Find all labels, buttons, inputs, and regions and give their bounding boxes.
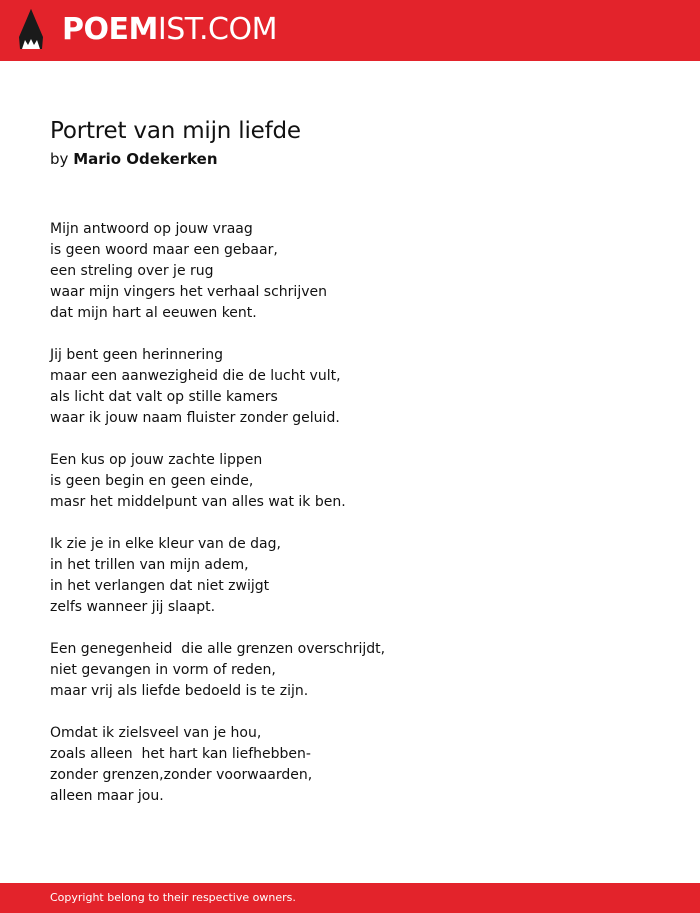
poem-line: in het trillen van mijn adem,: [50, 557, 249, 573]
poem-line: dat mijn hart al eeuwen kent.: [50, 305, 257, 321]
poem-line: Mijn antwoord op jouw vraag: [50, 221, 253, 237]
poem-line: zonder grenzen,zonder voorwaarden,: [50, 767, 313, 783]
poem-line: maar een aanwezigheid die de lucht vult,: [50, 368, 341, 384]
poem-body: [50, 219, 650, 828]
poem-line: masr het middelpunt van alles wat ik ben.: [50, 494, 346, 510]
poem-line: maar vrij als liefde bedoeld is te zijn.: [50, 683, 309, 699]
poem-line: Ik zie je in elke kleur van de dag,: [50, 536, 281, 552]
by-label: by: [50, 150, 69, 168]
logo-light-text: IST.COM: [157, 12, 277, 47]
poem-line: waar ik jouw naam fluister zonder geluid.: [50, 410, 340, 426]
poem-title: Portret van mijn liefde: [50, 118, 301, 144]
site-footer: [0, 883, 700, 913]
poem-stanza: [50, 219, 650, 324]
poem-line: niet gevangen in vorm of reden,: [50, 662, 276, 678]
poem-stanza: [50, 639, 650, 702]
copyright-text: Copyright belong to their respective owners.: [50, 891, 296, 904]
poem-line: is geen begin en geen einde,: [50, 473, 254, 489]
poem-line: waar mijn vingers het verhaal schrijven: [50, 284, 327, 300]
poem-line: Omdat ik zielsveel van je hou,: [50, 725, 262, 741]
poem-line: Jij bent geen herinnering: [50, 347, 224, 363]
pencil-icon: [18, 9, 44, 51]
poem-author: Mario Odekerken: [73, 150, 218, 168]
poem-line: is geen woord maar een gebaar,: [50, 242, 278, 258]
poem-line: Een kus op jouw zachte lippen: [50, 452, 263, 468]
poem-stanza: [50, 534, 650, 618]
site-header: [0, 0, 700, 61]
poem-line: in het verlangen dat niet zwijgt: [50, 578, 270, 594]
poem-line: zoals alleen het hart kan liefhebben-: [50, 746, 311, 762]
poem-line: een streling over je rug: [50, 263, 214, 279]
poem-byline: [50, 149, 218, 169]
site-logo[interactable]: [62, 11, 277, 49]
poem-line: als licht dat valt op stille kamers: [50, 389, 278, 405]
poem-line: Een genegenheid die alle grenzen overschrijdt,: [50, 641, 386, 657]
poem-stanza: [50, 345, 650, 429]
poem-stanza: [50, 723, 650, 807]
poem-line: alleen maar jou.: [50, 788, 164, 804]
logo-bold-text: POEM: [62, 12, 158, 47]
poem-line: zelfs wanneer jij slaapt.: [50, 599, 216, 615]
poem-stanza: [50, 450, 650, 513]
